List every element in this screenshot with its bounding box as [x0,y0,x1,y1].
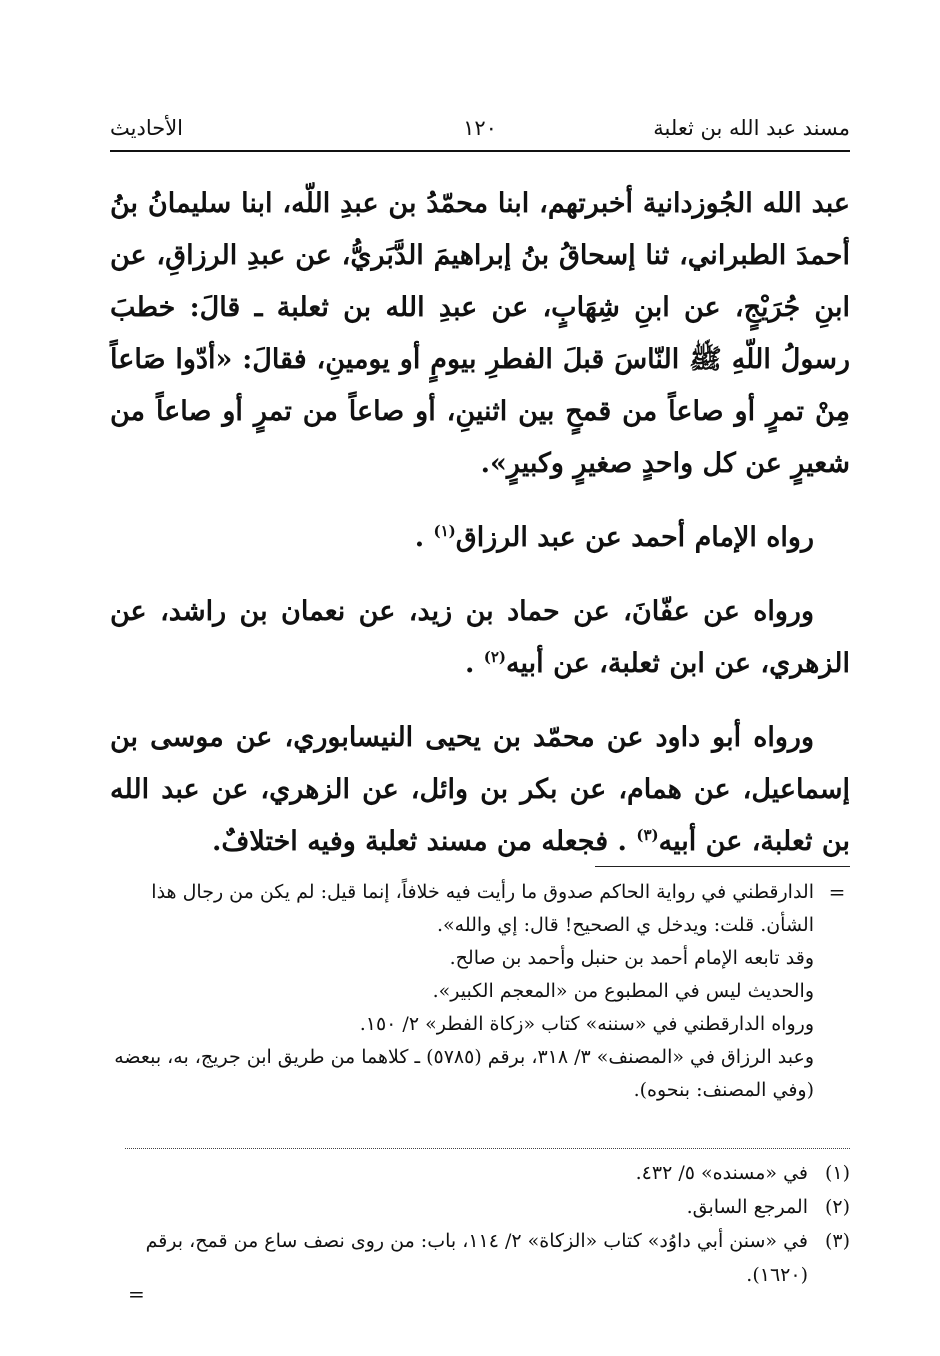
footnote-3 [110,1224,850,1292]
header-section-title: الأحاديث [110,116,184,140]
footnote-ref-3[interactable]: (٣) [636,826,659,844]
paragraph-abu-dawud [110,712,850,868]
paragraph-text: ورواه أبو داود عن محمّد بن يحيى النيسابوري، عن موسى بن إسماعيل، عن همام، عن بكر بن وائل، عن الزهري، عن عبد الله بن ثعلبة، عن أبيه [110,722,850,857]
footnotes [110,1156,850,1292]
continuation-line: والحديث ليس في المطبوع من «المعجم الكبير». [432,980,814,1002]
footnote-number: (٢) [824,1196,850,1218]
continuation-mark: = [828,880,846,904]
footnote-number: (٣) [824,1230,850,1252]
continuation-line: الدارقطني في رواية الحاكم صدوق ما رأيت فيه خلافاً، إنما قيل: لم يكن من رجال هذا الشأن. قلت: ويدخل ي الصحيح! قال: إي والله». [151,881,814,936]
header-divider [110,150,850,152]
paragraph-affan [110,586,850,690]
header-book-title: مسند عبد الله بن ثعلبة [653,116,850,140]
footnote-text: في «مسنده» ٥/ ٤٣٢. [635,1162,808,1184]
footnote-2 [110,1190,850,1224]
paragraph-hadith: عبد الله الجُوزدانية أخبرتهم، ابنا محمّدُ بن عبدِ اللّه، ابنا سليمانُ بنُ أحمدَ الطبراني، ثنا إسحاقُ بنُ إبراهيمَ الدَّبَريُّ، عن عبدِ الرزاقِ، عن ابنِ جُرَيْجٍ، عن ابنِ شِهَابٍ، عن عبدِ الله بن ثعلبة ـ قالَ: خطبَ رسولُ اللّهِ ﷺ النّاسَ قبلَ الفطرِ بيومٍ أو يومينِ، فقالَ: «أدّوا صَاعاً مِنْ تمرٍ أو صاعاً من قمحٍ بين اثنينِ، أو صاعاً من تمرٍ أو صاعاً من شعيرٍ عن كل واحدٍ صغيرٍ وكبيرٍ». [110,188,851,479]
paragraph-ahmad [110,512,850,564]
footnote-divider [595,866,850,867]
continuation-line: وقد تابعه الإمام أحمد بن حنبل وأحمد بن صالح. [449,947,814,969]
continuation-line: وعبد الرزاق في «المصنف» ٣/ ٣١٨، برقم (٥٧٨٥) ـ كلاهما من طريق ابن جريج، به، ببعضه (وفي المصنف: بنحوه). [114,1046,814,1101]
footnote-text: في «سنن أبي داوُد» كتاب «الزكاة» ٢/ ١١٤، باب: من روى نصف ساع من قمح، برقم (١٦٢٠). [145,1230,808,1286]
continuation-end-mark: = [128,1282,145,1306]
page-number: ١٢٠ [463,116,497,140]
paragraph-end: . [414,522,425,553]
running-header [110,110,850,146]
continuation-line: ورواه الدارقطني في «سننه» كتاب «زكاة الفطر» ٢/ ١٥٠. [359,1013,814,1035]
footnotes-dotted-divider [125,1148,850,1149]
main-text [110,178,850,890]
continuation-lines [110,876,814,1107]
footnote-ref-1[interactable]: (١) [433,522,456,540]
footnote-text: المرجع السابق. [686,1196,808,1218]
paragraph-end: . فجعله من مسند ثعلبة وفيه اختلافٌ. [211,826,627,857]
paragraph-text: ورواه عن عفّانَ، عن حماد بن زيد، عن نعمان بن راشد، عن الزهري، عن ابن ثعلبة، عن أبيه [110,596,850,679]
footnote-1 [110,1156,850,1190]
paragraph-end: . [464,648,475,679]
paragraph-text: رواه الإمام أحمد عن عبد الرزاق [455,522,814,553]
footnote-continuation [110,876,850,1107]
footnote-ref-2[interactable]: (٢) [483,648,507,666]
footnote-number: (١) [824,1162,850,1184]
